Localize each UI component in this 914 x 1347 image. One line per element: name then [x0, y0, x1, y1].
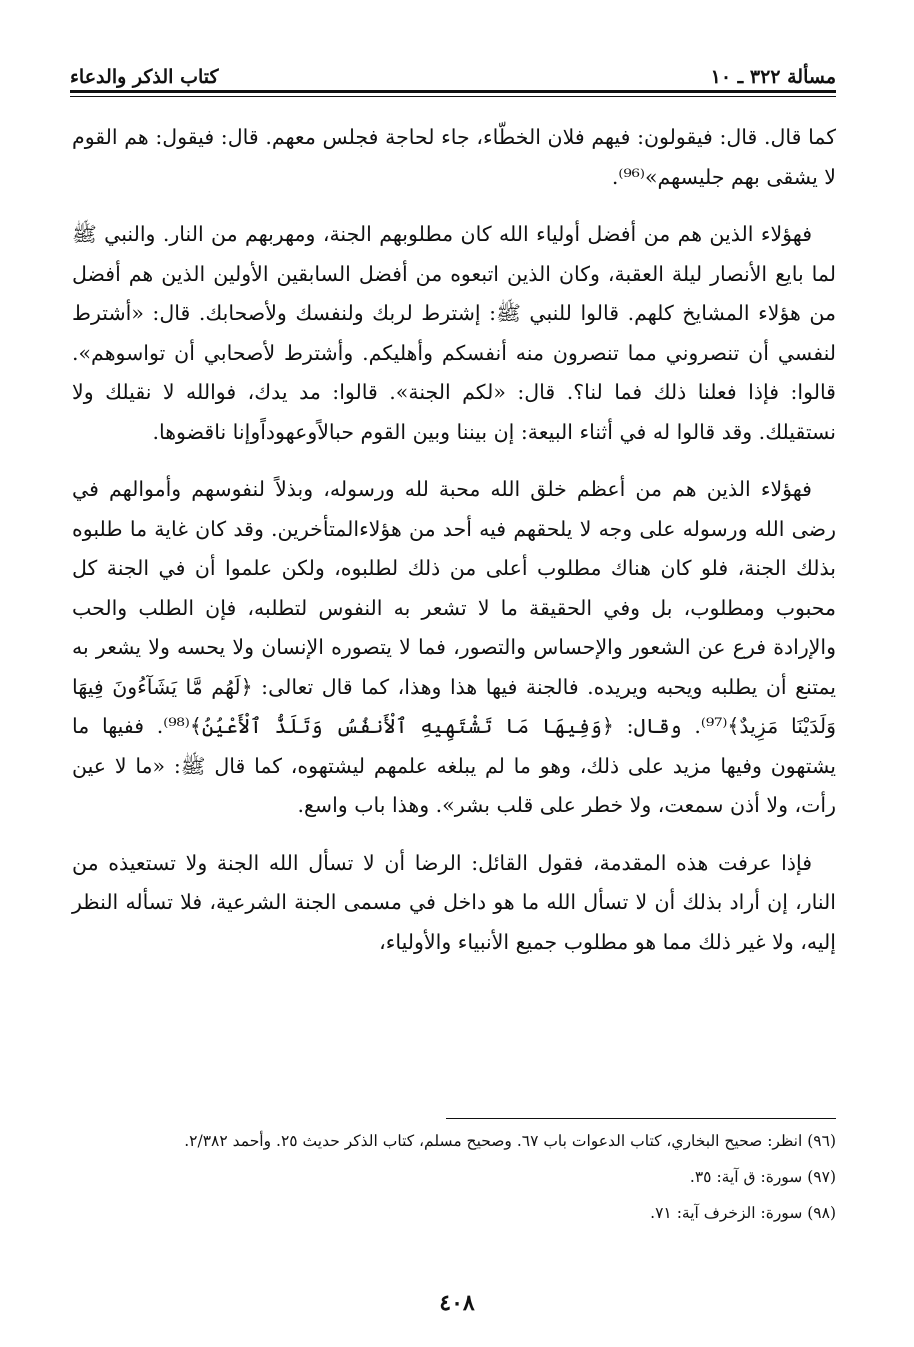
header-rule	[70, 90, 836, 93]
main-text	[72, 118, 836, 980]
header-issue-title: مسألة ٣٢٢ ـ ١٠	[710, 66, 836, 88]
paragraph: فإذا عرفت هذه المقدمة، فقول القائل: الرضا أن لا تسأل الله الجنة ولا تستعيذه من النار، إن أراد بذلك أن لا تسأل الله ما هو داخل في مسمى الجنة الشرعية، فلا تسأله النظر إليه، ولا غير ذلك مما هو مطلوب جميع الأنبياء والأولياء،	[72, 850, 836, 954]
paragraph: كما قال. قال: فيقولون: فيهم فلان الخطّاء، جاء لحاجة فجلس معهم. قال: فيقول: هم القوم لا يشقى بهم جليسهم»⁽⁹⁶⁾.	[72, 125, 836, 189]
footnote: (٩٦) انظر: صحيح البخاري، كتاب الدعوات باب ٦٧. وصحيح مسلم، كتاب الذكر حديث ٢٥. وأحمد ٢/٣٨٢.	[184, 1132, 836, 1150]
running-header	[70, 56, 836, 88]
paragraph: فهؤلاء الذين هم من أفضل أولياء الله كان مطلوبهم الجنة، ومهربهم من النار. والنبي ﷺ لما بايع الأنصار ليلة العقبة، وكان الذين اتبعوه من أفضل السابقين الأولين الذين هم أفضل من هؤلاء المشايخ كلهم. قالوا للنبي ﷺ: إشترط لربك ولنفسك ولأصحابك. قال: «أشترط لنفسي أن تنصروني مما تنصرون منه أنفسكم وأهليكم. وأشترط لأصحابي أن تواسوهم». قالوا: فإذا فعلنا ذلك فما لنا؟. قال: «لكم الجنة». قالوا: مد يدك، فوالله لا نقيلك ولا نستقيلك. وقد قالوا له في أثناء البيعة: إن بيننا وبين القوم حبالاًوعهوداًوإنا ناقضوها.	[72, 222, 836, 444]
footnotes	[72, 1126, 836, 1234]
footnote: (٩٧) سورة: ق آية: ٣٥.	[689, 1168, 836, 1186]
footnote-separator	[446, 1118, 836, 1119]
header-rule-thin	[70, 96, 836, 97]
footnote: (٩٨) سورة: الزخرف آية: ٧١.	[650, 1204, 836, 1222]
paragraph: فهؤلاء الذين هم من أعظم خلق الله محبة لله ورسوله، وبذلاً لنفوسهم وأموالهم في رضى الله ورسوله على وجه لا يلحقهم فيه أحد من هؤلاءالمتأخرين. وقد كان غاية ما طلبوه بذلك الجنة، فلو كان هناك مطلوب أعلى من ذلك لطلبوه، ولكن علموا أن في الجنة كل محبوب ومطلوب، بل وفي الحقيقة ما لا تشعر به النفوس لتطلبه، فإن الطلب والحب والإرادة فرع عن الشعور والإحساس والتصور، فما لا يتصوره الإنسان ولا يحسه ولا يشعر به يمتنع أن يطلبه ويحبه ويريده. فالجنة فيها هذا وهذا، كما قال تعالى: ﴿لَهُم مَّا يَشَآءُونَ فِيهَا وَلَدَيْنَا مَزِيدٌ﴾⁽⁹⁷⁾. وقال: ﴿وَفِيهَا مَا تَشْتَهِيهِ ٱلْأَنفُسُ وَتَلَذُّ ٱلْأَعْيُنُ﴾⁽⁹⁸⁾. ففيها ما يشتهون وفيها مزيد على ذلك، وهو ما لم يبلغه علمهم ليشتهوه، كما قال ﷺ: «ما لا عين رأت، ولا أذن سمعت، ولا خطر على قلب بشر». وهذا باب واسع.	[72, 477, 837, 817]
page-number: ٤٠٨	[439, 1290, 475, 1316]
header-book-title: كتاب الذكر والدعاء	[70, 66, 219, 88]
